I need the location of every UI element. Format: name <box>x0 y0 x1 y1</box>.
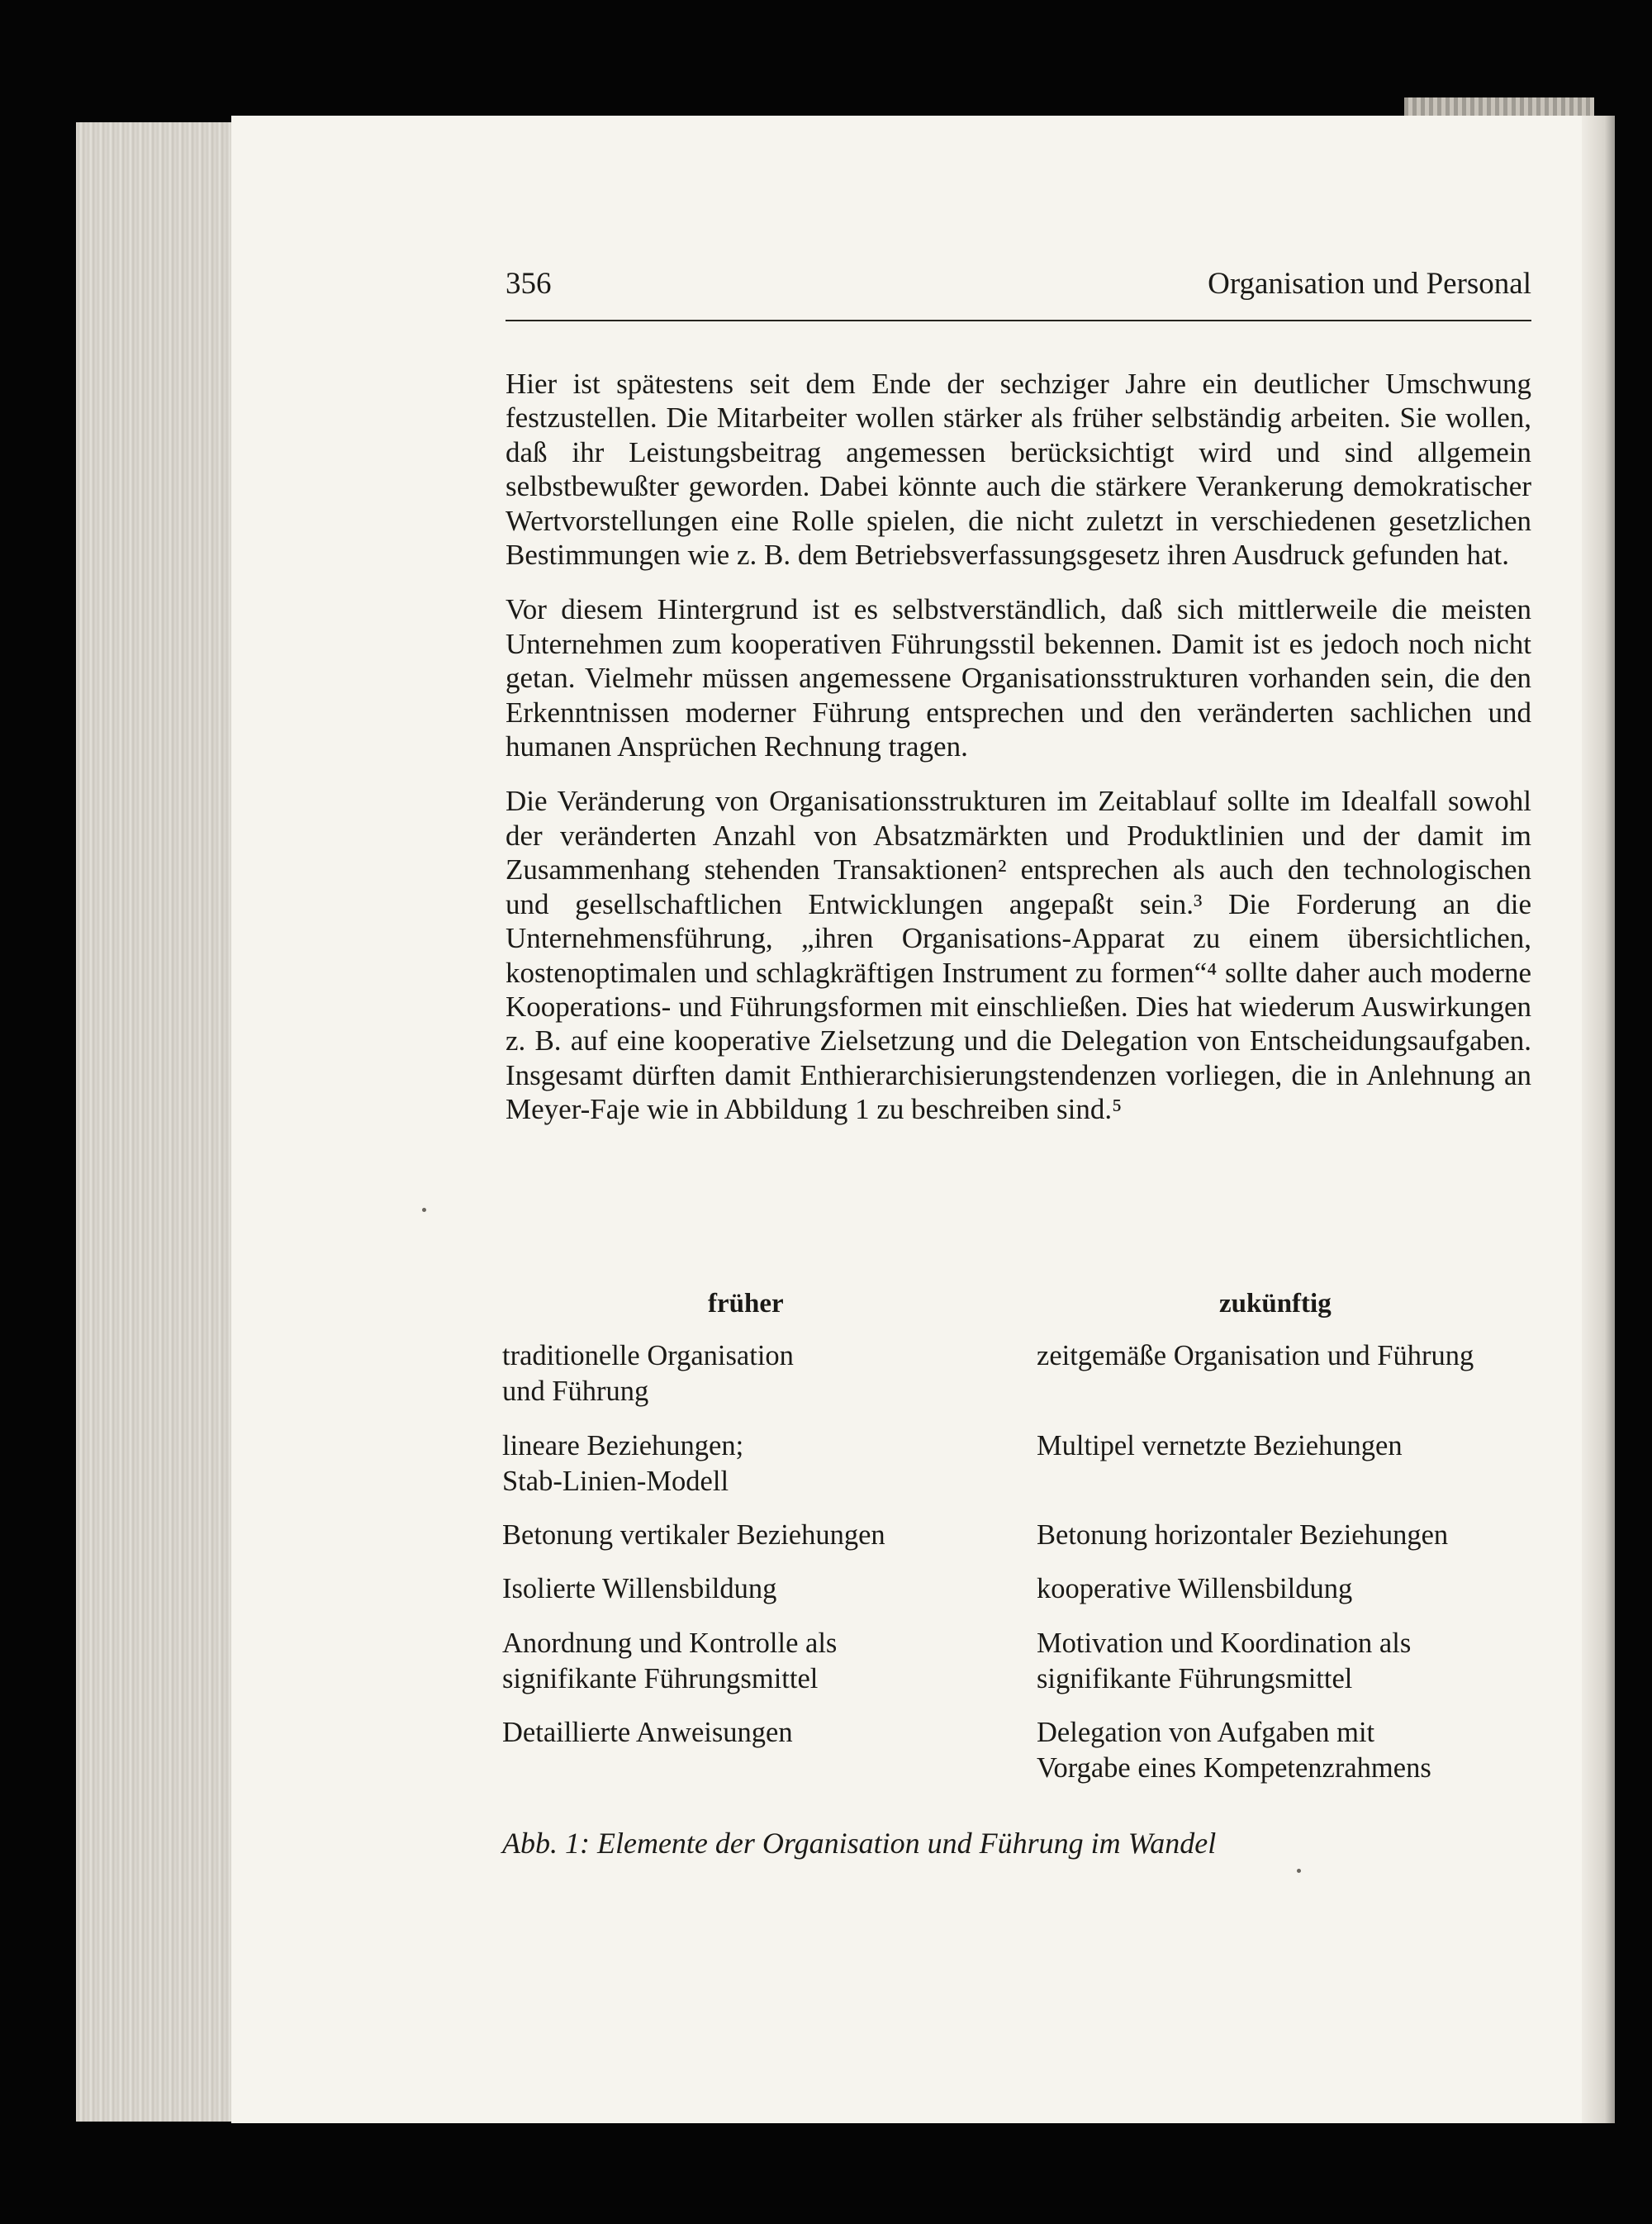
page-header <box>506 266 1531 316</box>
paragraph: Die Veränderung von Organisationsstrukturen im Zeitablauf sollte im Idealfall sowohl der veränderten Anzahl von Absatzmärkten und Produktlinien und der damit im Zusammenhang stehenden Transaktionen² entsprechen als auch den technologischen und gesellschaftlichen Entwicklungen angepaßt sein.³ Die Forderung an die Unternehmensführung, „ihren Organisations-Apparat zu einem übersichtlichen, kostenoptimalen und schlagkräftigen Instrument zu formen“⁴ sollte daher auch moderne Kooperations- und Führungsformen mit einschließen. Dies hat wiederum Auswirkungen z. B. auf eine kooperative Zielsetzung und die Delegation von Entscheidungsaufgaben. Insgesamt dürften damit Enthierarchisierungstendenzen vorliegen, die in Anlehnung an Meyer-Faje wie in Abbildung 1 zu beschreiben sind.⁵ <box>506 785 1531 1126</box>
body-text <box>506 367 1531 1148</box>
figure-right-item: Motivation und Koordination als signifikante Führungsmittel <box>1037 1628 1412 1694</box>
header-rule <box>506 320 1531 321</box>
figure-caption: Abb. 1: Elemente der Organisation und Führung im Wandel <box>502 1827 1217 1860</box>
figure-left-item: lineare Beziehungen; Stab-Linien-Modell <box>502 1430 744 1497</box>
book-page-edges <box>76 122 233 2122</box>
figure-header-right: zukünftig <box>1219 1289 1332 1319</box>
figure-right-item: Delegation von Aufgaben mit Vorgabe eines Kompetenzrahmens <box>1037 1717 1431 1784</box>
figure-left-item: traditionelle Organisation und Führung <box>502 1340 794 1407</box>
figure-right-item: kooperative Willensbildung <box>1037 1573 1353 1604</box>
figure-left-item: Isolierte Willensbildung <box>502 1573 777 1604</box>
running-title: Organisation und Personal <box>1208 267 1531 301</box>
page-gutter-shadow <box>1582 116 1615 2123</box>
figure-right-item: Betonung horizontaler Beziehungen <box>1037 1519 1449 1551</box>
figure-right-item: Multipel vernetzte Beziehungen <box>1037 1430 1403 1461</box>
page-number: 356 <box>506 267 552 301</box>
figure-left-item: Betonung vertikaler Beziehungen <box>502 1519 885 1551</box>
paragraph: Vor diesem Hintergrund ist es selbstverständlich, daß sich mittlerweile die meisten Unternehmen zum kooperativen Führungsstil bekennen. Damit ist es jedoch noch nicht getan. Vielmehr müssen angemessene Organisationsstrukturen vorhanden sein, die den Erkenntnissen moderner Führung entsprechen und den veränderten sachlichen und humanen Ansprüchen Rechnung tragen. <box>506 593 1531 763</box>
speck-mark <box>422 1208 426 1212</box>
figure-left-item: Detaillierte Anweisungen <box>502 1717 793 1748</box>
figure-header-left: früher <box>708 1289 784 1319</box>
paragraph: Hier ist spätestens seit dem Ende der sechziger Jahre ein deutlicher Umschwung festzustellen. Die Mitarbeiter wollen stärker als früher selbständig arbeiten. Sie wollen, daß ihr Leistungsbeitrag angemessen berücksichtigt wird und sind allgemein selbstbewußter geworden. Dabei könnte auch die stärkere Verankerung demokratischer Wertvorstellungen eine Rolle spielen, die nicht zuletzt in verschiedenen gesetzlichen Bestimmungen wie z. B. dem Betriebsverfassungsgesetz ihren Ausdruck gefunden hat. <box>506 368 1531 572</box>
speck-mark <box>1297 1869 1301 1873</box>
figure-right-item: zeitgemäße Organisation und Führung <box>1037 1340 1474 1371</box>
figure-left-item: Anordnung und Kontrolle als signifikante Führungsmittel <box>502 1628 838 1694</box>
